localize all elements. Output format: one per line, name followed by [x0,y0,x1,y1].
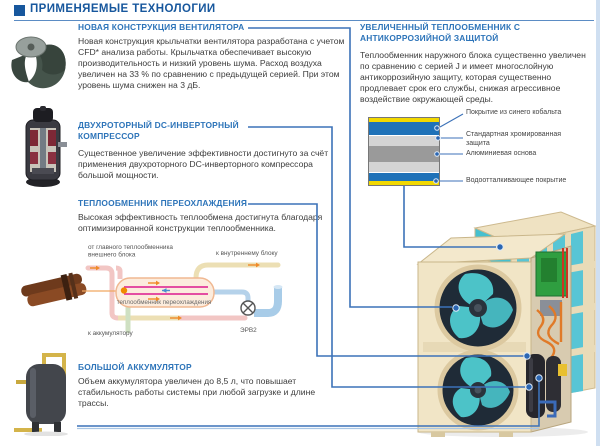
cobalt-label-line [440,114,463,127]
coating-layer-stack [368,117,440,186]
page-title: ПРИМЕНЯЕМЫЕ ТЕХНОЛОГИИ [30,3,216,15]
accumulator-section-body: Объем аккумулятора увеличен до 8,5 л, что повышает стабильность работы системы при любой загрузке и длине трассы. [78,376,316,408]
pipe-label-capsule: теплообменник переохлаждения [116,299,212,306]
fan-section-body: Новая конструкция крыльчатки вентилятора разработана с учетом CFD* анализа работы. Крыльчатка обеспечивает высокую производительность и низкий уровень шума. Расход воздуха увеличен на 33 % по сравнению с предыдущей серией. При этом уровень шума снижен на 3 дБ. [78,36,345,90]
compressor-image [20,106,68,190]
layer-label-aluminum: Алюминиевая основа [466,150,537,157]
pipe-label-to-accumulator: к аккумулятору [88,330,133,337]
pipe-label-from-main-1: от главного теплообменника [88,244,173,251]
fan-section-title: НОВАЯ КОНСТРУКЦИЯ ВЕНТИЛЯТОРА [78,22,245,32]
pipe-label-to-indoor: к внутреннему блоку [216,250,278,257]
layer-label-hydrophobic: Водоотталкивающее покрытие [466,177,567,184]
page-edge-strip [596,0,600,446]
header-square-bullet [14,5,25,16]
subcooler-pipe-diagram [20,243,310,343]
outdoor-unit-image [413,206,597,438]
header-rule [14,20,594,21]
upper-fan [437,267,519,349]
fan-image [8,30,70,96]
pipe-label-from-main-2: внешнего блока [88,251,136,259]
accumulator-section-title: БОЛЬШОЙ АККУМУЛЯТОР [78,362,192,372]
accumulator-image [12,350,78,436]
compressor-section-title: ДВУХРОТОРНЫЙ DC-ИНВЕРТОРНЫЙ КОМПРЕССОР [78,120,239,141]
compressor-section-body: Существенное увеличение эффективности достигнуто за счёт применения двухроторного DC-инверторного компрессора большой мощности. [78,148,329,180]
anticorrosion-section-title: УВЕЛИЧЕННЫЙ ТЕПЛООБМЕННИК С АНТИКОРРОЗИЙНОЙ ЗАЩИТОЙ [360,22,521,43]
lower-fan [440,352,516,428]
pipe-label-valve: ЭРВ2 [240,327,257,334]
subcooler-section-title: ТЕПЛООБМЕННИК ПЕРЕОХЛАЖДЕНИЯ [78,198,248,208]
subcooler-section-body: Высокая эффективность теплообмена достигнута благодаря оптимизированной конструкции теплообменника. [78,212,323,233]
layer-label-cobalt: Покрытие из синего кобальта [466,109,562,116]
copper-pipe-photo [20,270,88,310]
anticorrosion-section-body: Теплообменник наружного блока существенно увеличен по сравнению с серией J и имеет многослойную антикоррозийную защиту, которая существенно продлевает срок его службы, снижая агрессивное воздействие окружающей среды. [360,50,586,104]
layer-label-chrome: Стандартная хромированная защита [466,131,562,147]
